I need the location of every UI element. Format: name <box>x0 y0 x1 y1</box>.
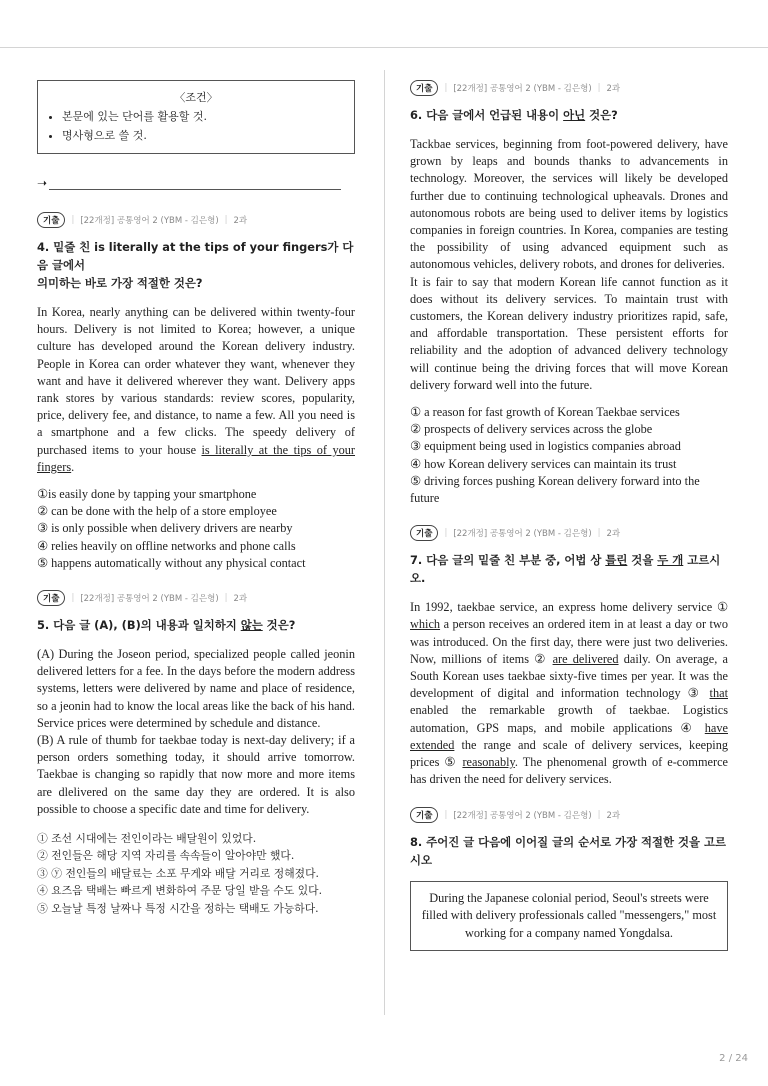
option-item[interactable]: ⑤ happens automatically without any physical contact <box>37 555 306 570</box>
arrow-icon: ➝ <box>37 176 48 190</box>
option-item[interactable]: ③ ⓨ 전인들의 배달료는 소포 무게와 배달 거리로 정해졌다. <box>37 866 319 880</box>
option-item[interactable]: ③ equipment being used in logistics companies abroad <box>410 439 681 454</box>
q4-options <box>37 486 355 572</box>
q6-title-text: 6. 다음 글에서 언급된 내용이 <box>410 108 564 122</box>
question-tag: 기출 | [22개정] 공통영어 2 (YBM - 김은형) | 2과 <box>37 212 355 228</box>
question-tag: 기출 | [22개정] 공통영어 2 (YBM - 김은형) | 2과 <box>410 80 728 96</box>
q6-passage-paragraph: It is fair to say that modern Korean life cannot function as it does without its delivery services. To maintain trust with customers, the Korean delivery industry prioritizes rapid, safe, and affordable transportation. These persistent efforts for reliability and the adoption of advanced delivery technology will continue being the driving forces that will move Korean delivery forward well into the future. <box>410 274 728 392</box>
q4-title-line: 4. 밑줄 친 is literally at the tips of your fingers가 다음 글에서 <box>37 240 354 272</box>
question-tag: 기출 | [22개정] 공통영어 2 (YBM - 김은형) | 2과 <box>410 807 728 823</box>
source-label: [22개정] 공통영어 2 (YBM - 김은형) <box>453 529 592 540</box>
q4-underlined: is literally at the tips of your fingers <box>37 442 356 474</box>
answer-blank[interactable] <box>49 179 341 190</box>
q8-given-text-box: During the Japanese colonial period, Seoul's streets were filled with delivery professionals called "messengers," most working for a company named Yongdalsa. <box>410 881 728 952</box>
option-item[interactable]: ⑤ driving forces pushing Korean delivery forward into the future <box>410 473 700 506</box>
option-item[interactable]: ④ 요즈음 택배는 빠르게 변화하여 주문 당일 받을 수도 있다. <box>37 884 322 898</box>
q7-underlined: which <box>410 617 441 632</box>
option-item[interactable]: ② prospects of delivery services across the globe <box>410 422 653 437</box>
right-column <box>410 80 728 951</box>
question-tag: 기출 | [22개정] 공통영어 2 (YBM - 김은형) | 2과 <box>37 590 355 606</box>
q5-passage-a: (A) During the Joseon period, specialized people called jeonin delivered letters for a fee. In the days before the modern address systems, letters were delivered by name and place of residence, so a jeonin had to know the local areas like the back of his hand. Service prices were determined by schedule and distance. <box>37 647 355 730</box>
q7-title-underlined: 틀린 <box>605 553 628 568</box>
option-item[interactable]: ① 조선 시대에는 전인이라는 배달원이 있었다. <box>37 832 257 846</box>
q7-text: daily. On average, a South Korean uses taekbae sixty-five times per year. It was the development of digital and information technology ③ <box>410 651 728 701</box>
q7-title <box>410 551 728 587</box>
q7-passage <box>410 599 728 788</box>
q7-underlined: reasonably <box>462 755 515 770</box>
q4-passage <box>37 304 355 476</box>
q4-title-line: 의미하는 바로 가장 적절한 것은? <box>37 276 203 290</box>
option-item[interactable]: ② can be done with the help of a store employee <box>37 504 277 519</box>
q7-text: . The phenomenal growth of e-commerce has driven the need for delivery services. <box>410 755 728 787</box>
q7-title-text: 고르시오. <box>410 553 721 586</box>
lesson-label: 2과 <box>606 810 621 821</box>
condition-item: • 본문에 있는 단어를 활용할 것. <box>62 107 344 126</box>
source-label: [22개정] 공통영어 2 (YBM - 김은형) <box>80 216 219 226</box>
q7-text: the range and scale of delivery services, keeping prices ⑤ <box>410 737 728 770</box>
badge: 기출 <box>410 525 438 541</box>
q7-underlined: have extended <box>410 720 728 752</box>
q6-title-text: 것은? <box>585 108 618 122</box>
question-tag: 기출 | [22개정] 공통영어 2 (YBM - 김은형) | 2과 <box>410 525 728 541</box>
q6-title-underlined: 아닌 <box>563 108 586 122</box>
condition-item: • 명사형으로 쓸 것. <box>62 126 344 145</box>
q5-title-text: 것은? <box>262 618 296 633</box>
q7-title-underlined: 두 개 <box>657 553 684 568</box>
lesson-label: 2과 <box>233 216 248 226</box>
badge: 기출 <box>410 80 438 96</box>
condition-box <box>37 80 355 154</box>
option-item[interactable]: ① a reason for fast growth of Korean Taekbae services <box>410 405 680 420</box>
lesson-label: 2과 <box>606 84 621 94</box>
option-item[interactable]: ④ how Korean delivery services can maintain its trust <box>410 456 677 471</box>
badge: 기출 <box>37 212 65 228</box>
q7-text: enabled the remarkable growth of taekbae. Logistics automation, GPS maps, and mobile applications ④ <box>410 703 728 735</box>
option-item[interactable]: ①is easily done by tapping your smartphone <box>37 487 257 502</box>
q6-options <box>410 404 728 507</box>
badge: 기출 <box>37 590 65 606</box>
option-item[interactable]: ② 전인들은 해당 지역 자리를 속속들이 알아야만 했다. <box>37 849 295 863</box>
q4-title <box>37 238 355 292</box>
q5-options <box>37 830 355 917</box>
q5-passage-b: (B) A rule of thumb for taekbae today is next-day delivery; if a person orders something today, it should arrive tomorrow. Taekbae is changing so rapidly that now more and more items are dlelivered on the same day they are ordered. It is also possible to choose a specific date and time for delivery. <box>37 733 355 816</box>
column-divider <box>384 70 385 1015</box>
q7-text: a person receives an ordered item in at least a day or two was introduced. On the first day, there were just two deliveries. Now, millions of items ② <box>410 617 728 666</box>
header-rule <box>0 47 768 48</box>
option-item[interactable]: ③ is only possible when delivery drivers are nearby <box>37 521 293 536</box>
q4-passage-text: In Korea, nearly anything can be delivered within twenty-four hours. Delivery is not limited to Korea; however, a unique culture has developed around the Korean delivery industry. People in Korea can order whatever they want, whenever they want and have it delivered wherever they want. Delivery apps rank stores by various standards: review scores, popularity, price, delivery fee, and distance, to name a few. All you need is a smartphone and a few clicks. The speedy delivery of purchased items to your house <box>37 305 355 457</box>
q6-passage-paragraph: Tackbae services, beginning from foot-powered delivery, have grown by leaps and bounds thanks to advancements in technology. Moreover, the services will likely be developed further due to continuing technological upheavals. Drones and autonomous robots are being used to deliver items by logistics companies in foreign countries. In Korea, companies are testing the possibility of using advanced equipment such as autonomous vehicles, delivery robots, and drones for deliveries. <box>410 137 728 272</box>
q5-title-underlined: 않는 <box>240 618 263 633</box>
q6-passage <box>410 136 728 394</box>
left-column <box>37 80 355 917</box>
q6-title <box>410 106 728 124</box>
q5-title <box>37 616 355 634</box>
q7-underlined: that <box>709 686 728 701</box>
page-number: 2 / 24 <box>719 1053 748 1064</box>
q5-passage <box>37 646 355 818</box>
q4-passage-end: . <box>71 459 75 474</box>
q8-title: 8. 주어진 글 다음에 이어질 글의 순서로 가장 적절한 것을 고르시오 <box>410 834 726 867</box>
answer-line <box>37 176 355 190</box>
lesson-label: 2과 <box>606 529 621 540</box>
q7-title-text: 7. 다음 글의 밑줄 친 부분 중, 어법 상 <box>410 553 606 568</box>
badge: 기출 <box>410 807 438 823</box>
q7-text: In 1992, taekbae service, an express home delivery service ① <box>410 600 728 615</box>
q5-title-text: 5. 다음 글 (A), (B)의 내용과 일치하지 <box>37 618 241 633</box>
q7-underlined: are delivered <box>552 651 619 666</box>
source-label: [22개정] 공통영어 2 (YBM - 김은형) <box>80 594 219 605</box>
source-label: [22개정] 공통영어 2 (YBM - 김은형) <box>453 810 592 821</box>
lesson-label: 2과 <box>233 594 248 605</box>
option-item[interactable]: ④ relies heavily on offline networks and phone calls <box>37 538 296 553</box>
option-item[interactable]: ⑤ 오늘날 특정 날짜나 특정 시간을 정하는 택배도 가능하다. <box>37 901 319 915</box>
source-label: [22개정] 공통영어 2 (YBM - 김은형) <box>453 84 592 94</box>
q7-title-text: 것을 <box>627 553 658 568</box>
condition-title: 〈조건〉 <box>174 91 218 104</box>
